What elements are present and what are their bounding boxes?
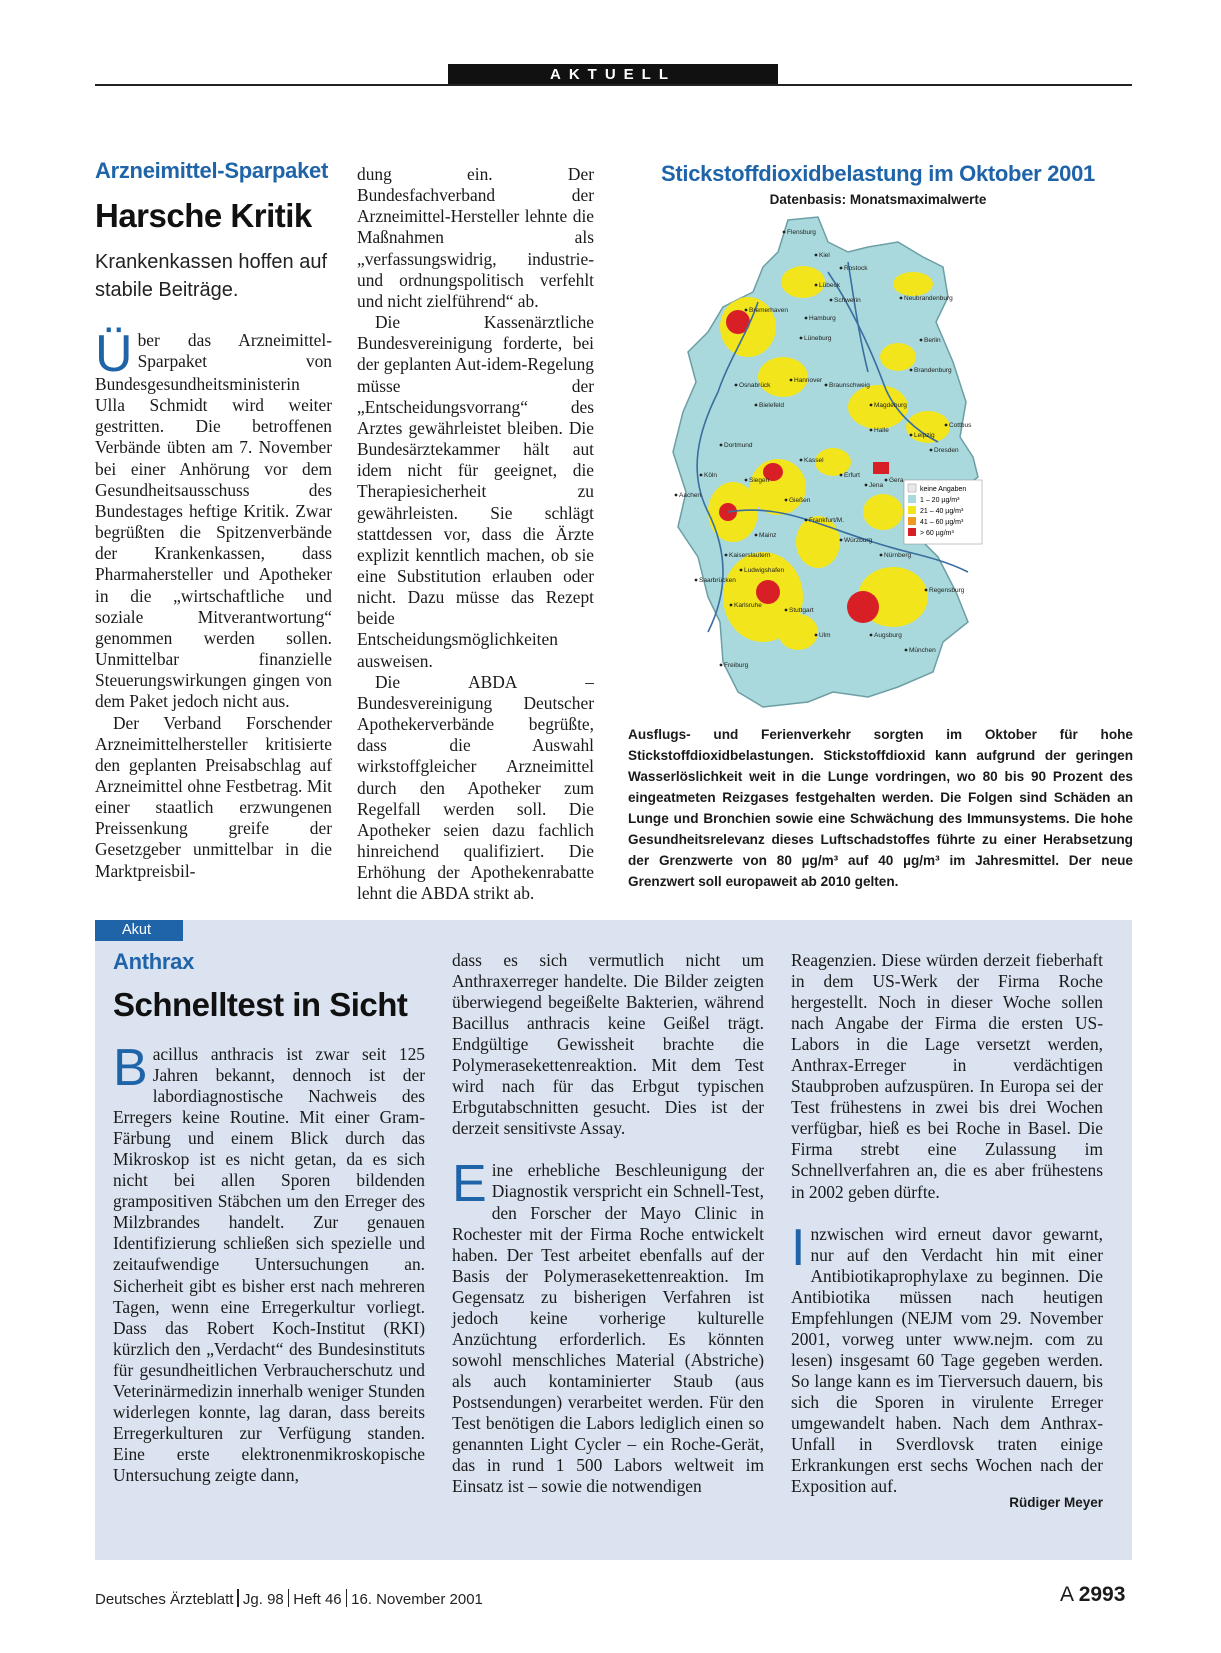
legend-swatch — [908, 528, 916, 536]
city-label: Lübeck — [819, 282, 840, 289]
city-marker — [815, 254, 818, 257]
legend-label: 21 – 40 µg/m³ — [920, 508, 964, 515]
germany-no2-map — [668, 212, 1008, 712]
city-marker — [725, 554, 728, 557]
akut-tag: Akut — [95, 920, 183, 941]
legend-swatch — [908, 517, 916, 525]
city-marker — [840, 474, 843, 477]
city-marker — [785, 609, 788, 612]
city-label: Magdeburg — [874, 402, 907, 409]
city-label: Berlin — [924, 337, 941, 344]
city-label: Schwerin — [834, 297, 861, 304]
journal-name: Deutsches Ärzteblatt — [95, 1591, 234, 1608]
city-label: Aachen — [679, 492, 702, 499]
article-headline: Harsche Kritik — [95, 197, 312, 234]
city-label: Saarbrücken — [699, 577, 736, 584]
header-rule — [95, 84, 1132, 86]
city-label: Kaiserslautern — [729, 552, 771, 559]
paragraph: acillus anthracis ist zwar seit 125 Jahren bekannt, dennoch ist der labordiagnostische Nachweis des Erregers keine Routine. Mit einer Gram-Färbung und einem Blick durch das Mikroskop ist es nicht getan, da es sich nicht bei allen Sporen bildenden grampositiven Stäbchen um den Erreger des Milzbrandes handelt. Zur genauen Identifizierung schließen sich spezielle und zeitaufwendige Untersuchungen an. Sicherheit gibt es bisher erst nach mehreren Tagen, wenn eine Erregerkultur vorliegt. Dass das Robert Koch-Institut (RKI) kürzlich den „Verdacht“ des Bundesinstituts für gesundheitlichen Verbraucherschutz und Veterinärmedizin innerhalb weniger Stunden widerlegen konnte, lag daran, dass bereits Erregerkulturen zur Verfügung standen. Eine erste elektronenmikroskopische Untersuchung zeigte dann, — [113, 1044, 425, 1485]
city-label: Bielefeld — [759, 402, 784, 409]
paragraph: Der Verband Forschender Arzneimittelhersteller kritisierte den geplanten Preisabschlag auf Arzneimittel ohne Festbetrag. Mit einer staatlich erzwungenen Preissenkung greife der Gesetzgeber unmittelbar in die Marktpreisbil- — [95, 712, 332, 881]
city-label: Dortmund — [724, 442, 753, 449]
city-marker — [865, 484, 868, 487]
city-marker — [695, 579, 698, 582]
city-label: Hannover — [794, 377, 823, 384]
legend-swatch — [908, 506, 916, 514]
city-label: Nürnberg — [884, 552, 912, 559]
city-label: Brandenburg — [914, 367, 952, 374]
city-label: Halle — [874, 427, 889, 434]
article-column-2 — [452, 950, 764, 1497]
city-label: Hamburg — [809, 315, 836, 322]
city-label: Kassel — [804, 457, 824, 464]
city-label: Augsburg — [874, 632, 902, 639]
city-marker — [800, 337, 803, 340]
article-column-1 — [95, 325, 332, 882]
article-column-3 — [791, 950, 1103, 1497]
section-label: AKTUELL — [448, 64, 778, 85]
legend-label: 1 – 20 µg/m³ — [920, 497, 960, 504]
city-marker — [805, 317, 808, 320]
city-marker — [880, 554, 883, 557]
city-marker — [885, 479, 888, 482]
city-marker — [785, 499, 788, 502]
city-marker — [870, 429, 873, 432]
city-label: Freiburg — [724, 662, 749, 669]
city-marker — [900, 297, 903, 300]
article-kicker: Anthrax — [113, 949, 195, 974]
city-label: Kiel — [819, 252, 830, 259]
city-marker — [745, 309, 748, 312]
city-marker — [910, 369, 913, 372]
paragraph: Reagenzien. Diese würden derzeit fieberhaft in dem US-Werk der Firma Roche hergestellt. Noch in dieser Woche sollen nach Angabe der Firma die ersten US-Labors in die Lage versetzt werden, Anthrax-Erreger in verdächtigen Staubproben aufzuspüren. In Europa sei der Test frühestens in zwei bis drei Wochen verfügbar, hieß es bei Roche in Basel. Die Firma strebt eine Zulassung im Schnellverfahren an, die es aber frühestens in 2002 geben dürfte. — [791, 950, 1103, 1202]
city-label: Regensburg — [929, 587, 965, 594]
city-label: Frankfurt/M. — [809, 517, 845, 524]
city-label: Dresden — [934, 447, 959, 454]
issue: Heft 46 — [293, 1591, 342, 1608]
map-title: Stickstoffdioxidbelastung im Oktober 2001 — [661, 161, 1095, 186]
article-column-1 — [113, 1039, 425, 1486]
footer-citation — [95, 1589, 483, 1608]
legend-label: > 60 µg/m³ — [920, 530, 954, 537]
city-marker — [755, 534, 758, 537]
drop-cap: Ü — [95, 325, 133, 383]
city-label: Braunschweig — [829, 382, 870, 389]
city-marker — [830, 299, 833, 302]
legend-label: keine Angaben — [920, 486, 967, 493]
city-label: Leipzig — [914, 432, 935, 439]
city-label: Erfurt — [844, 472, 860, 479]
map-caption: Ausflugs- und Ferienverkehr sorgten im Oktober für hohe Stickstoffdioxidbelastungen. Stickstoffdioxid kann aufgrund der geringen Wasserlöslichkeit weit in die Lunge vordringen, wo 80 bis 90 Prozent des eingeatmeten Reizgases festgehalten werden. Die Folgen sind Schäden an Lunge und Bronchien sowie eine Schwächung des Immunsystems. Die hohe Gesundheitsrelevanz dieses Luftschadstoffes führte zu einer Herabsetzung der Grenzwerte von 80 µg/m³ auf 40 µg/m³ im Jahresmittel. Der neue Grenzwert soll europaweit ab 2010 gelten. — [628, 727, 1133, 889]
paragraph: Die ABDA – Bundesvereinigung Deutscher Apothekerverbände begrüßte, dass die Auswahl wirkstoffgleicher Arzneimittel durch den Apotheker zum Regelfall werden soll. Die Apotheker seien dazu fachlich hinreichend qualifiziert. Die Erhöhung der Apothekenrabatte lehnt die ABDA strikt ab. — [357, 671, 594, 904]
drop-cap: I — [791, 1218, 806, 1277]
legend-label: 41 – 60 µg/m³ — [920, 519, 964, 526]
city-marker — [945, 424, 948, 427]
city-marker — [825, 384, 828, 387]
city-label: Gera — [889, 477, 904, 484]
city-label: Jena — [869, 482, 884, 489]
city-marker — [910, 434, 913, 437]
page-number-value: 2993 — [1078, 1583, 1126, 1606]
city-marker — [755, 404, 758, 407]
paragraph: nzwischen wird erneut davor gewarnt, nur auf den Verdacht hin mit einer Antibiotikaprophylaxe zu beginnen. Die Antibiotika müssen nach heutigen Empfehlungen (NEJM vom 29. November 2001, vorweg unter www.nejm. com zu lesen) insgesamt 60 Tage gegeben werden. So lange kann es im Tierversuch dauern, bis sich die Sporen in virulente Erreger umgewandelt haben. Nach dem Anthrax-Unfall in Sverdlovsk traten einige Erkrankungen erst sechs Wochen nach der Exposition auf. — [791, 1223, 1103, 1497]
city-label: Lüneburg — [804, 335, 832, 342]
city-label: Flensburg — [787, 229, 816, 236]
paragraph: dass es sich vermutlich nicht um Anthraxerreger handelte. Die Bilder zeigten überwiegend begeißelte Bakterien, während Bacillus anthracis keine Geißel trägt. Endgültige Gewissheit brachte die Polymerasekettenreaktion. Mit dem Test wird nach für das Erbgut typischen Erbgutabschnitten gesucht. Dies ist der derzeit sensitivste Assay. — [452, 950, 764, 1139]
page-prefix: A — [1060, 1583, 1073, 1606]
city-marker — [870, 634, 873, 637]
paragraph: Die Kassenärztliche Bundesvereinigung forderte, bei der geplanten Aut-idem-Regelung müsse der „Entscheidungsvorrang“ des Arztes gewährleistet bleiben. Die Bundesärztekammer hält aut idem nicht für geeignet, die Therapiesicherheit zu gewährleisten. Sie schlägt stattdessen vor, dass die Ärzte explizit kenntlich machen, ob sie eine Substitution erlauben oder nicht. Dazu müsse das Rezept beide Entscheidungsmöglichkeiten ausweisen. — [357, 312, 594, 671]
article-column-2 — [357, 164, 594, 904]
drop-cap: E — [452, 1155, 487, 1214]
paragraph: ber das Arzneimittel-Sparpaket von Bundesgesundheitsministerin Ulla Schmidt wird weiter gestritten. Die betroffenen Verbände übten am 7. November bei einer Anhörung vor dem Gesundheitsausschuss des Bundestages heftige Kritik. Zwar begrüßten die Spitzenverbände der Krankenkassen, dass Pharmahersteller und Apotheker in die „wirtschaftliche und soziale Mitverantwortung“ genommen werden sollen. Unmittelbar finanzielle Steuerungswirkungen gingen von dem Paket jedoch nicht aus. — [95, 330, 332, 712]
paragraph: dung ein. Der Bundesfachverband der Arzneimittel-Hersteller lehnte die Maßnahmen als „verfassungswidrig, industrie- und ordnungspolitisch verfehlt und nicht zielführend“ ab. — [357, 164, 594, 311]
paragraph: ine erhebliche Beschleunigung der Diagnostik verspricht ein Schnell-Test, den Forscher der Mayo Clinic in Rochester mit der Firma Roche entwickelt haben. Der Test arbeitet ebenfalls auf der Basis der Polymerasekettenreaktion. Im Gegensatz zu bisherigen Verfahren ist jedoch keine vorherige kulturelle Anzüchtung erforderlich. Es könnten sowohl menschliches Material (Abstriche) als auch kontaminierter Staub (aus Postsendungen) verarbeitet werden. Für den Test benötigen die Labors lediglich einen so genannten Light Cycler – ein Roche-Gerät, das in rund 1 500 Labors weltweit im Einsatz ist – sowie die notwendigen — [452, 1160, 764, 1497]
city-marker — [720, 664, 723, 667]
city-label: Karlsruhe — [734, 602, 762, 609]
city-marker — [840, 267, 843, 270]
page-number — [1060, 1583, 1125, 1607]
city-marker — [735, 384, 738, 387]
city-marker — [805, 519, 808, 522]
volume: Jg. 98 — [242, 1591, 284, 1608]
city-marker — [740, 569, 743, 572]
city-label: Köln — [704, 472, 718, 479]
map-legend — [904, 480, 982, 544]
city-label: Rostock — [844, 265, 868, 272]
city-label: Ludwigshafen — [744, 567, 785, 574]
author: Rüdiger Meyer — [1009, 1495, 1103, 1510]
city-marker — [925, 589, 928, 592]
city-marker — [745, 479, 748, 482]
city-label: Mainz — [759, 532, 777, 539]
city-label: München — [909, 647, 936, 654]
city-marker — [905, 649, 908, 652]
city-marker — [700, 474, 703, 477]
map-subtitle: Datenbasis: Monatsmaximalwerte — [769, 192, 987, 207]
city-marker — [815, 284, 818, 287]
city-marker — [930, 449, 933, 452]
city-marker — [815, 634, 818, 637]
city-label: Ulm — [819, 632, 831, 639]
city-label: Cottbus — [949, 422, 972, 429]
city-label: Gießen — [789, 497, 811, 504]
city-marker — [730, 604, 733, 607]
article-deck: Krankenkassen hoffen auf stabile Beiträge. — [95, 251, 328, 301]
city-marker — [840, 539, 843, 542]
city-label: Osnabrück — [739, 382, 771, 389]
city-marker — [783, 231, 786, 234]
city-label: Stuttgart — [789, 607, 814, 614]
city-marker — [675, 494, 678, 497]
city-marker — [870, 404, 873, 407]
article-kicker: Arzneimittel-Sparpaket — [95, 158, 329, 183]
city-marker — [800, 459, 803, 462]
city-marker — [920, 339, 923, 342]
city-label: Neubrandenburg — [904, 295, 953, 302]
city-label: Bremerhaven — [749, 307, 789, 314]
city-label: Würzburg — [844, 537, 873, 544]
city-marker — [720, 444, 723, 447]
article-headline: Schnelltest in Sicht — [113, 986, 408, 1023]
legend-swatch — [908, 495, 916, 503]
legend-swatch — [908, 484, 916, 492]
city-marker — [790, 379, 793, 382]
city-label: Siegen — [749, 477, 770, 484]
issue-date: 16. November 2001 — [351, 1591, 483, 1608]
drop-cap: B — [113, 1039, 148, 1097]
